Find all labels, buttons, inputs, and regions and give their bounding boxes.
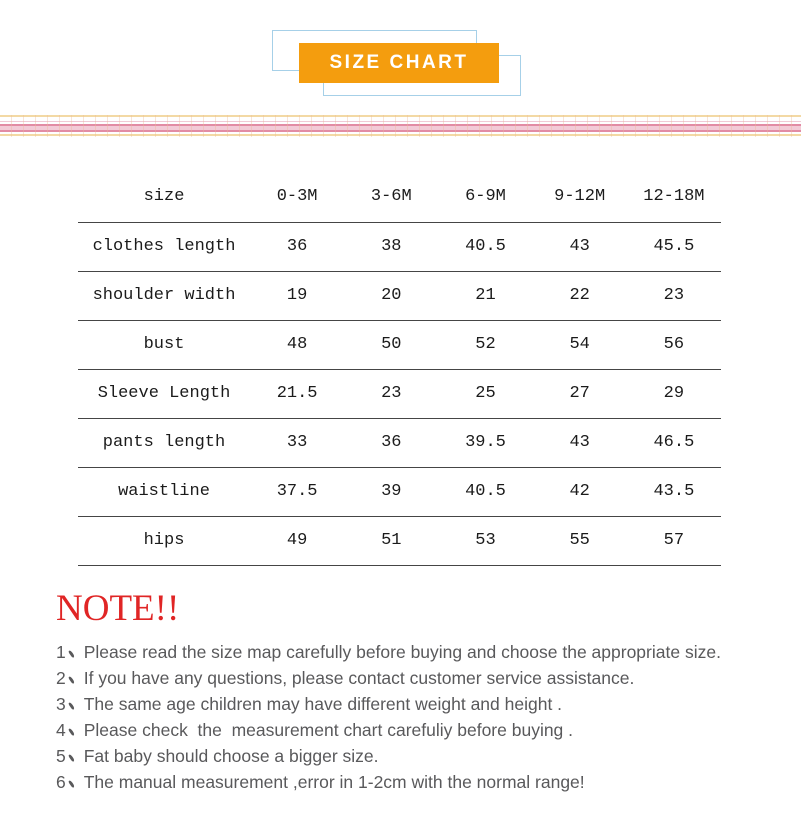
size-value-cell: 48: [250, 320, 344, 369]
note-text: The manual measurement ,error in 1-2cm with the normal range!: [83, 772, 585, 792]
size-value-cell: 43: [533, 418, 627, 467]
table-row-hips: [78, 516, 721, 565]
size-value-cell: 21: [438, 271, 532, 320]
size-value-cell: 51: [344, 516, 438, 565]
note-number: 1: [56, 642, 66, 662]
size-value-cell: 23: [344, 369, 438, 418]
size-value-cell: 40.5: [438, 222, 532, 271]
size-value-cell: 46.5: [627, 418, 721, 467]
size-value-cell: 39.5: [438, 418, 532, 467]
size-value-cell: 23: [627, 271, 721, 320]
size-chart-title: SIZE CHART: [329, 52, 469, 73]
notes-section: [56, 590, 766, 795]
table-row-bust: [78, 320, 721, 369]
enumeration-comma-mark: [67, 717, 76, 743]
table-header-row: [78, 172, 721, 222]
size-value-cell: 57: [627, 516, 721, 565]
note-number: 2: [56, 668, 66, 688]
size-value-cell: 43: [533, 222, 627, 271]
note-item: [56, 717, 766, 743]
size-chart-banner: [0, 0, 801, 115]
size-value-cell: 27: [533, 369, 627, 418]
note-item: [56, 665, 766, 691]
note-text: Please read the size map carefully before buying and choose the appropriate size.: [83, 642, 721, 662]
size-value-cell: 22: [533, 271, 627, 320]
enumeration-comma-mark: [67, 769, 76, 795]
size-value-cell: 54: [533, 320, 627, 369]
row-label: hips: [78, 516, 250, 565]
note-number: 6: [56, 772, 66, 792]
column-header-12-18m: 12-18M: [627, 172, 721, 222]
notes-title: NOTE!!: [56, 588, 180, 629]
size-value-cell: 21.5: [250, 369, 344, 418]
note-item: [56, 691, 766, 717]
note-number: 5: [56, 746, 66, 766]
size-value-cell: 38: [344, 222, 438, 271]
row-label: shoulder width: [78, 271, 250, 320]
size-chart-table: [78, 172, 721, 566]
note-number: 3: [56, 694, 66, 714]
row-label: bust: [78, 320, 250, 369]
row-label: clothes length: [78, 222, 250, 271]
notes-list: [56, 639, 766, 795]
size-value-cell: 39: [344, 467, 438, 516]
size-value-cell: 50: [344, 320, 438, 369]
size-value-cell: 49: [250, 516, 344, 565]
note-text: If you have any questions, please contact customer service assistance.: [83, 668, 635, 688]
table-row-clothes-length: [78, 222, 721, 271]
enumeration-comma-mark: [67, 743, 76, 769]
row-label: waistline: [78, 467, 250, 516]
size-value-cell: 53: [438, 516, 532, 565]
enumeration-comma-mark: [67, 691, 76, 717]
size-value-cell: 20: [344, 271, 438, 320]
table-row-pants-length: [78, 418, 721, 467]
size-value-cell: 19: [250, 271, 344, 320]
row-label: pants length: [78, 418, 250, 467]
size-chart-title-box: [299, 43, 499, 83]
size-value-cell: 42: [533, 467, 627, 516]
size-value-cell: 33: [250, 418, 344, 467]
size-value-cell: 36: [344, 418, 438, 467]
size-value-cell: 43.5: [627, 467, 721, 516]
size-value-cell: 56: [627, 320, 721, 369]
table-row-shoulder-width: [78, 271, 721, 320]
column-header-9-12m: 9-12M: [533, 172, 627, 222]
table-row-sleeve-length: [78, 369, 721, 418]
size-value-cell: 36: [250, 222, 344, 271]
note-text: The same age children may have different weight and height .: [83, 694, 563, 714]
note-item: [56, 769, 766, 795]
decorative-stripe-divider: [0, 115, 801, 137]
size-value-cell: 40.5: [438, 467, 532, 516]
size-value-cell: 45.5: [627, 222, 721, 271]
column-header-6-9m: 6-9M: [438, 172, 532, 222]
table-row-waistline: [78, 467, 721, 516]
note-text: Please check the measurement chart carefuliy before buying .: [83, 720, 574, 740]
size-value-cell: 52: [438, 320, 532, 369]
note-item: [56, 639, 766, 665]
column-header-size: size: [78, 172, 250, 222]
size-value-cell: 37.5: [250, 467, 344, 516]
size-value-cell: 25: [438, 369, 532, 418]
enumeration-comma-mark: [67, 665, 76, 691]
size-value-cell: 55: [533, 516, 627, 565]
enumeration-comma-mark: [67, 639, 76, 665]
note-item: [56, 743, 766, 769]
row-label: Sleeve Length: [78, 369, 250, 418]
column-header-3-6m: 3-6M: [344, 172, 438, 222]
note-number: 4: [56, 720, 66, 740]
size-value-cell: 29: [627, 369, 721, 418]
note-text: Fat baby should choose a bigger size.: [83, 746, 379, 766]
column-header-0-3m: 0-3M: [250, 172, 344, 222]
